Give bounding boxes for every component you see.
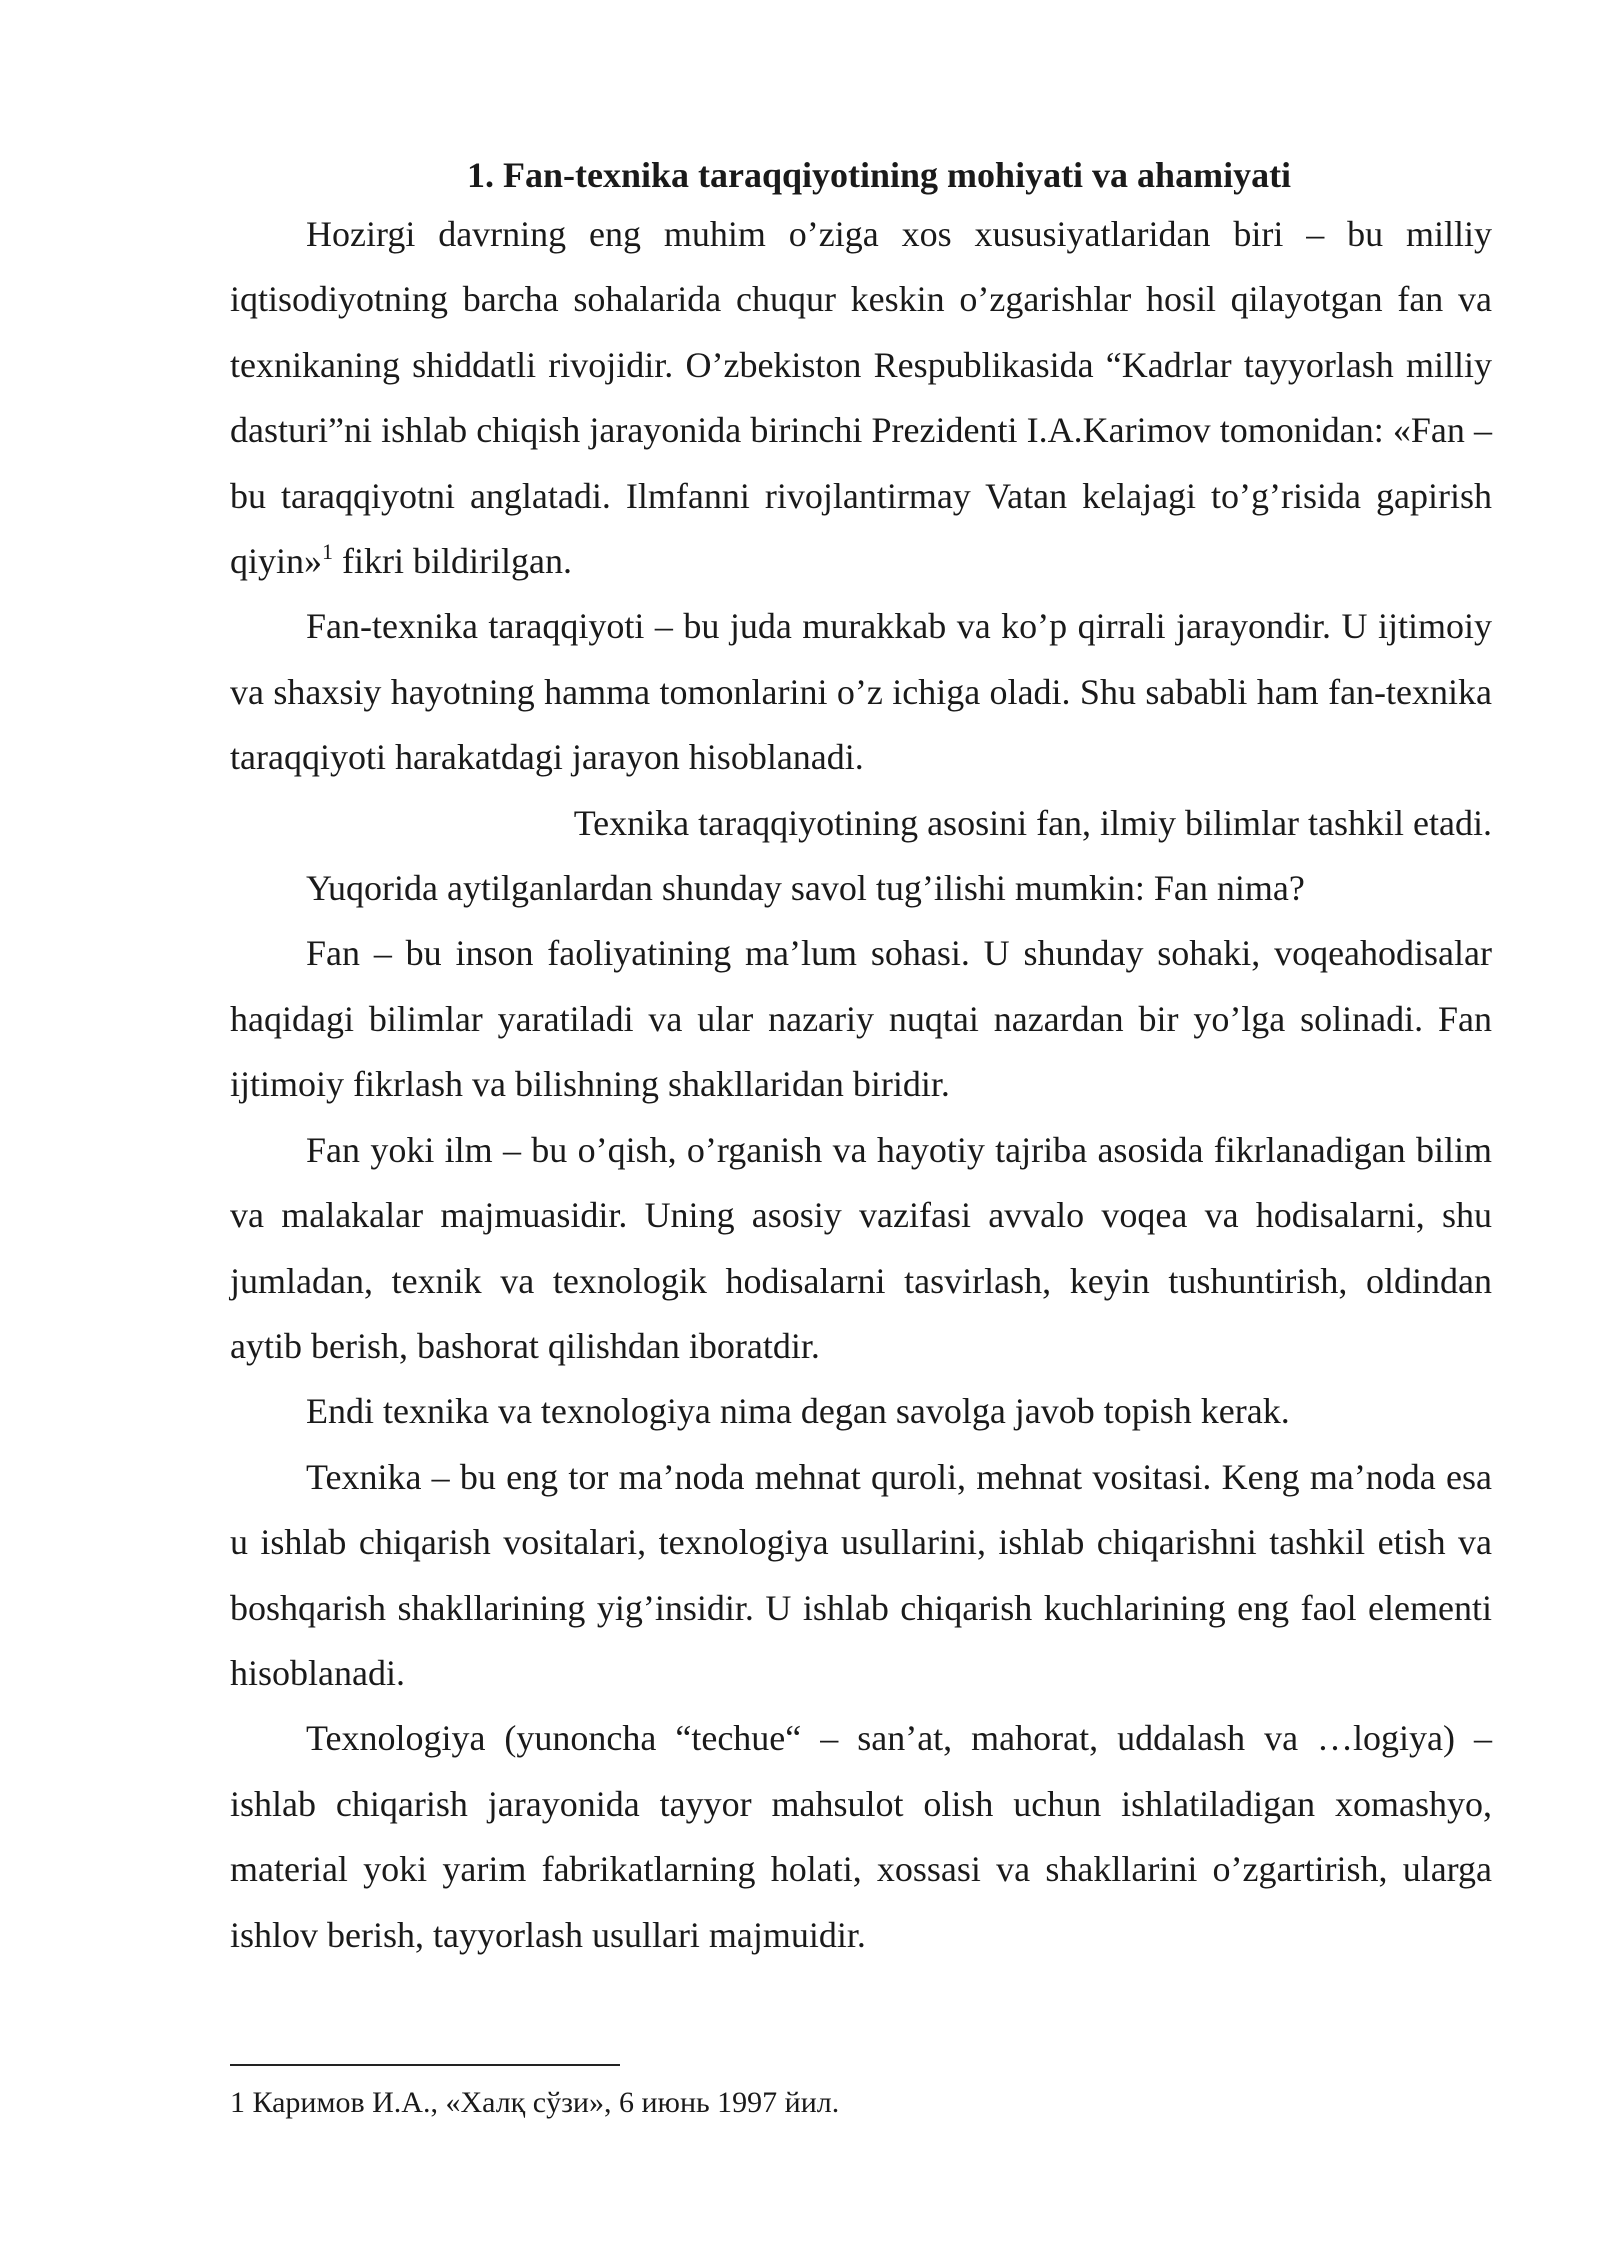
paragraph-4: Yuqorida aytilganlardan shunday savol tug’ilishi mumkin: Fan nima? <box>306 868 1305 909</box>
paragraph-1-text: Hozirgi davrning eng muhim o’ziga xos xususiyatlaridan biri – bu milliy iqtisodiyotning barcha sohalarida chuqur keskin o’zgarishlar hosil qilayotgan fan va texnikaning shiddatli rivojidir. O’zbekiston Respublikasida “Kadrlar tayyorlash milliy dasturi”ni ishlab chiqish jarayonida birinchi Prezidenti I.A.Karimov tomonidan: «Fan – bu taraqqiyotni anglatadi. Ilmfanni rivojlantirmay Vatan kelajagi to’g’risida gapirish qiyin» <box>230 214 1492 582</box>
paragraph-5: Fan – bu inson faoliyatining ma’lum sohasi. U shunday sohaki, voqeahodisalar haqidagi bilimlar yaratiladi va ular nazariy nuqtai nazardan bir yo’lga solinadi. Fan ijtimoiy fikrlash va bilishning shakllaridan biridir. <box>230 933 1492 1105</box>
paragraph-1 <box>230 202 1492 594</box>
footnote-reference[interactable]: 1 <box>322 539 334 565</box>
paragraph-8: Texnika – bu eng tor ma’noda mehnat quroli, mehnat vositasi. Keng ma’noda esa u ishlab chiqarish vositalari, texnologiya usullarini, ishlab chiqarishni tashkil etish va boshqarish shakllarining yig’insidir. U ishlab chiqarish kuchlarining eng faol elementi hisoblanadi. <box>230 1456 1492 1693</box>
paragraph-3: Texnika taraqqiyotining asosini fan, ilmiy bilimlar tashkil etadi. <box>573 802 1492 843</box>
paragraph-2: Fan-texnika taraqqiyoti – bu juda murakkab va ko’p qirrali jarayondir. U ijtimoiy va shaxsiy hayotning hamma tomonlarini o’z ichiga oladi. Shu sababli ham fan-texnika taraqqiyoti harakatdagi jarayon hisoblanadi. <box>230 606 1492 778</box>
paragraph-9: Texnologiya (yunoncha “techue“ – san’at, mahorat, uddalash va …logiya) – ishlab chiqarish jarayonida tayyor mahsulot olish uchun ishlatiladigan xomashyo, material yoki yarim fabrikatlarning holati, xossasi va shakllarini o’zgartirish, ularga ishlov berish, tayyorlash usullari majmuidir. <box>230 1718 1492 1955</box>
paragraph-7: Endi texnika va texnologiya nima degan savolga javob topish kerak. <box>306 1391 1290 1432</box>
footnote-separator <box>230 2064 620 2066</box>
paragraph-6: Fan yoki ilm – bu o’qish, o’rganish va hayotiy tajriba asosida fikrlanadigan bilim va malakalar majmuasidir. Uning asosiy vazifasi avvalo voqea va hodisalarni, shu jumladan, texnik va texnologik hodisalarni tasvirlash, keyin tushuntirish, oldindan aytib berish, bashorat qilishdan iboratdir. <box>230 1129 1492 1366</box>
paragraph-1-text-after: fikri bildirilgan. <box>333 541 572 582</box>
footnote: 1 Каримов И.А., «Халқ сўзи», 6 июнь 1997 йил. <box>230 2086 840 2119</box>
section-title: 1. Fan-texnika taraqqiyotining mohiyati va ahamiyati <box>467 155 1292 195</box>
document-page <box>230 148 1492 1968</box>
